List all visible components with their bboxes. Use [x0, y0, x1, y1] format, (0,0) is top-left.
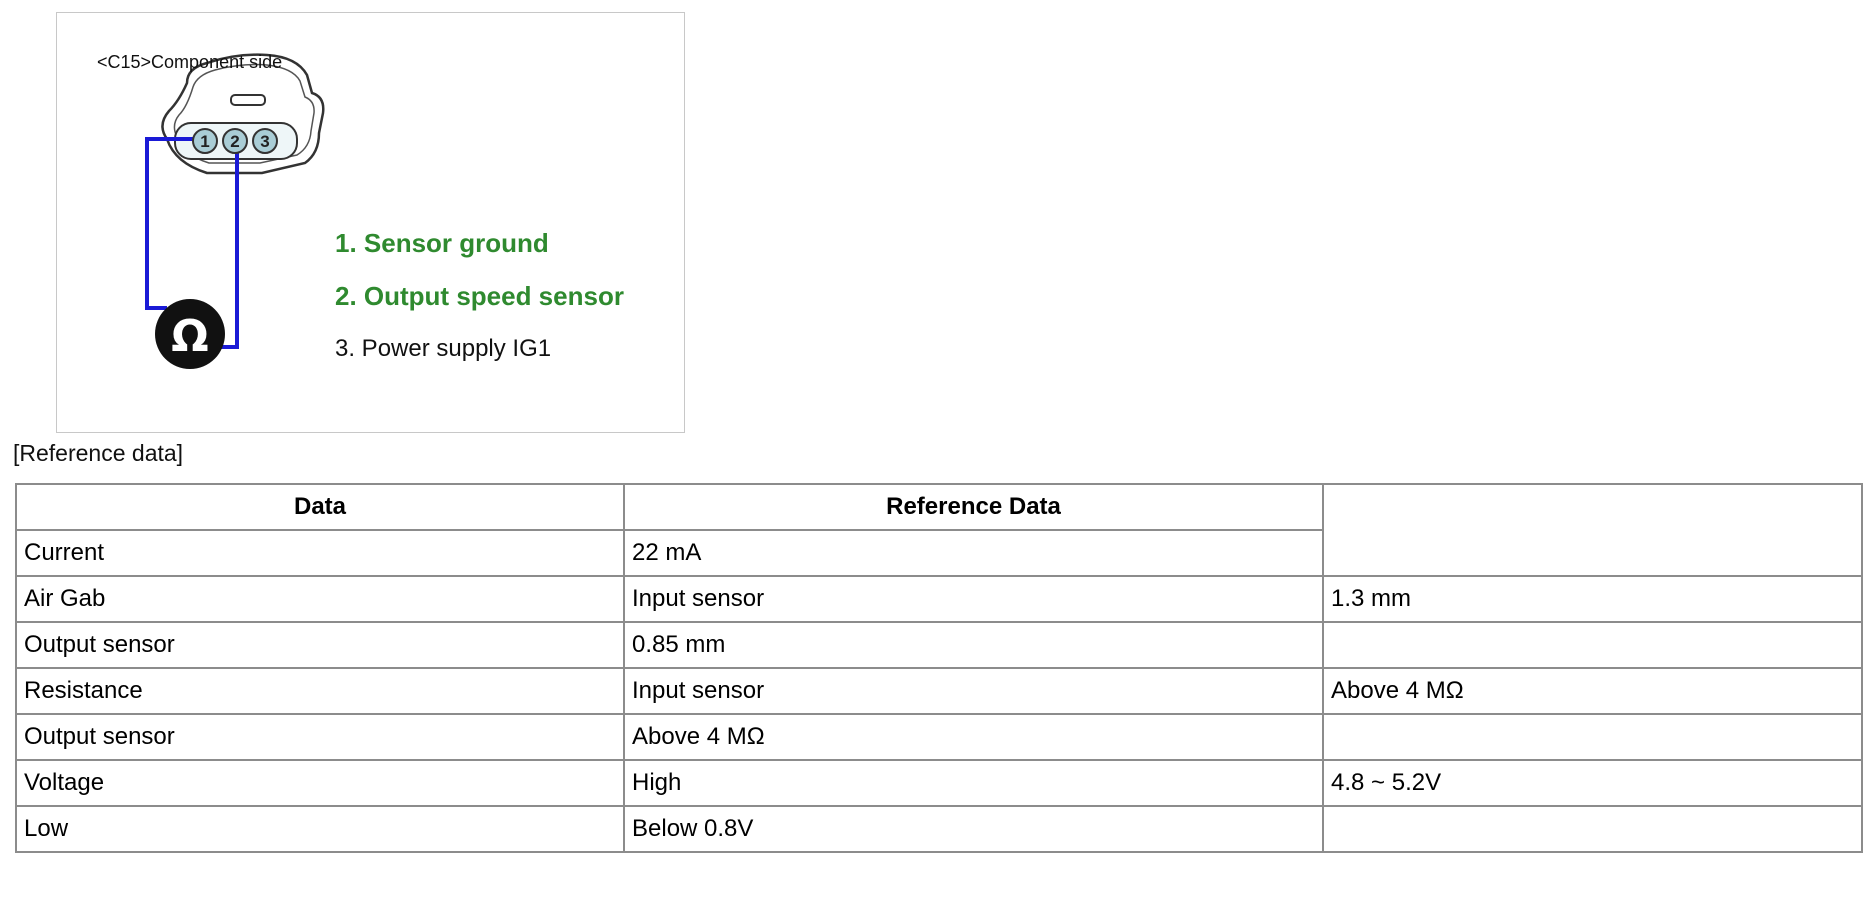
- table-header-row: [16, 484, 1862, 530]
- table-row: [16, 714, 1862, 760]
- figure-caption: <C15>Component side: [97, 52, 283, 72]
- pin-3-label: 3: [260, 132, 270, 151]
- ohm-symbol: Ω: [171, 311, 209, 362]
- table-cell: Below 0.8V: [624, 806, 1323, 852]
- table-cell: [1323, 806, 1862, 852]
- section-label: [Reference data]: [13, 440, 184, 466]
- table-cell: Output sensor: [16, 622, 624, 668]
- table-row: [16, 622, 1862, 668]
- connector-figure: [56, 12, 685, 433]
- pin-3: [253, 129, 277, 153]
- pin-2: [223, 129, 247, 153]
- table-cell: Current: [16, 530, 624, 576]
- table-row: [16, 760, 1862, 806]
- pin-1-label: 1: [200, 132, 210, 151]
- reference-data-table: [15, 483, 1863, 853]
- table-cell: [1323, 622, 1862, 668]
- table-cell: [1323, 714, 1862, 760]
- table-cell: 4.8 ~ 5.2V: [1323, 760, 1862, 806]
- table-cell: Output sensor: [16, 714, 624, 760]
- header-empty-cell: [1323, 484, 1862, 576]
- pin-description-3: 3. Power supply IG1: [335, 335, 552, 362]
- table-cell: Low: [16, 806, 624, 852]
- pin-1: [193, 129, 217, 153]
- table-cell: Above 4 MΩ: [624, 714, 1323, 760]
- table-cell: Above 4 MΩ: [1323, 668, 1862, 714]
- table-cell: High: [624, 760, 1323, 806]
- table-cell: Air Gab: [16, 576, 624, 622]
- table-row: [16, 576, 1862, 622]
- pin-2-label: 2: [230, 132, 240, 151]
- connector-key: [231, 95, 265, 105]
- table-cell: 22 mA: [624, 530, 1323, 576]
- pin-description-2: 2. Output speed sensor: [335, 281, 624, 311]
- table-cell: Input sensor: [624, 576, 1323, 622]
- pin-description-list: [335, 228, 624, 387]
- table-row: [16, 806, 1862, 852]
- table-row: [16, 668, 1862, 714]
- table-cell: Voltage: [16, 760, 624, 806]
- table-cell: Input sensor: [624, 668, 1323, 714]
- ohmmeter-icon: [155, 299, 225, 369]
- table-cell: Resistance: [16, 668, 624, 714]
- header-data: Data: [16, 484, 624, 530]
- pin-description-1: 1. Sensor ground: [335, 228, 549, 258]
- header-reference-data: Reference Data: [624, 484, 1323, 530]
- table-cell: 0.85 mm: [624, 622, 1323, 668]
- table-cell: 1.3 mm: [1323, 576, 1862, 622]
